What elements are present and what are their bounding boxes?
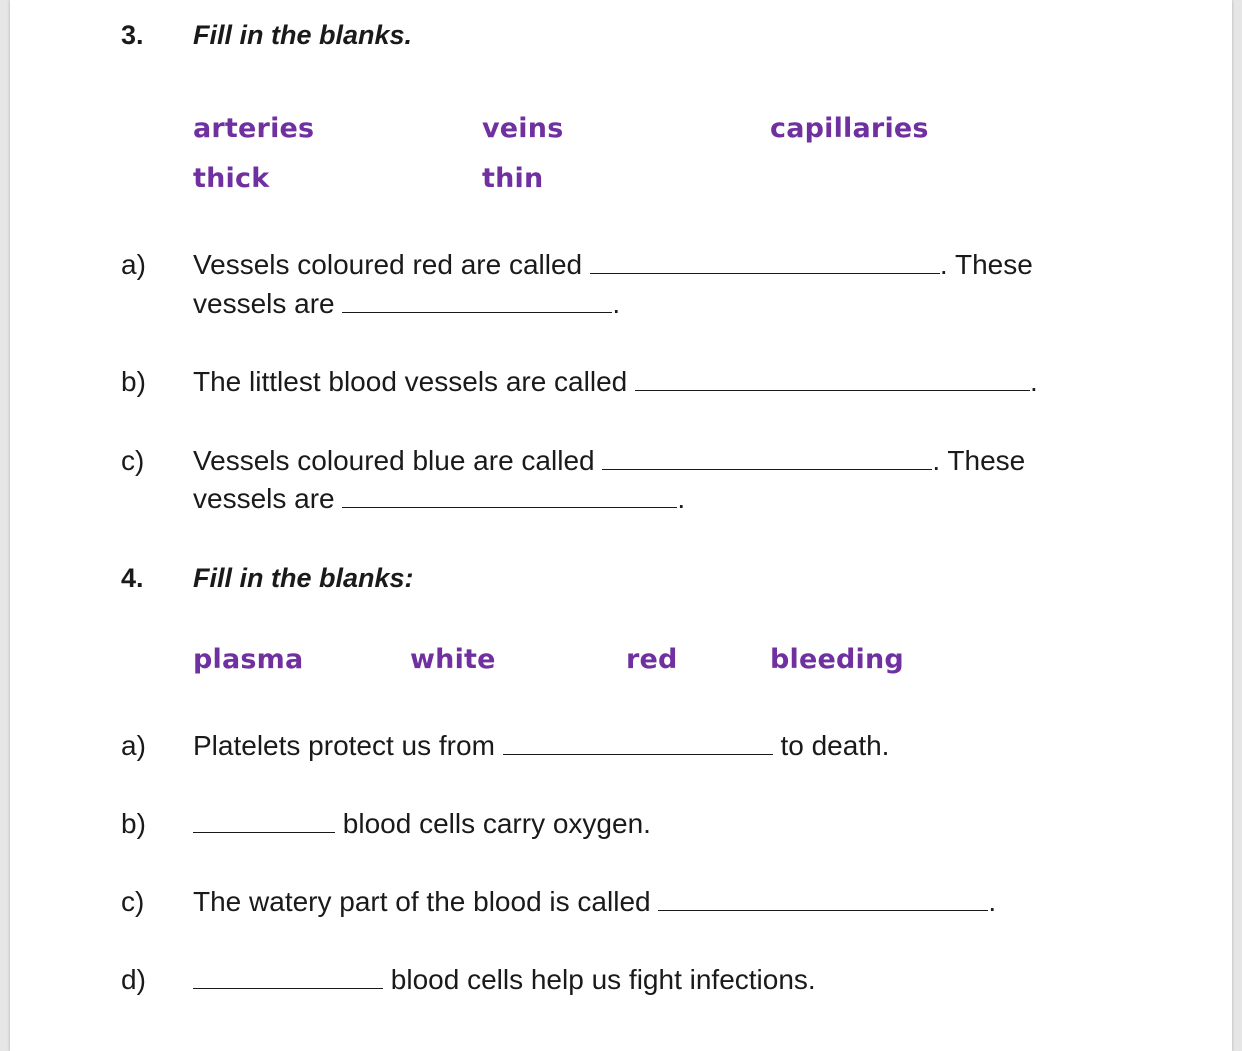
q4-item-d-after: blood cells help us fight infections. [390, 964, 816, 995]
q3-item-a-label: a) [121, 249, 146, 280]
q3-item-c-label: c) [121, 445, 145, 476]
q4-item-c-after: . [988, 886, 997, 917]
q4-item-c-label: c) [121, 886, 145, 917]
q4-item-b-label: b) [121, 808, 146, 839]
q3-item-a-text: Vessels coloured red are called [193, 249, 583, 280]
question-4-title: Fill in the blanks: [193, 563, 414, 593]
word-bank-thin: thin [482, 163, 544, 194]
q3-item-b-after: . [1030, 366, 1038, 397]
word-bank-white: white [410, 644, 496, 675]
q4-item-c-blank[interactable] [658, 888, 988, 911]
q4-item-a-label: a) [121, 730, 146, 761]
word-bank-thick: thick [193, 163, 270, 194]
q3-item-a-blank2[interactable] [342, 290, 612, 313]
q3-item-b-label: b) [121, 366, 146, 397]
q3-item-a-blank1[interactable] [590, 251, 940, 274]
question-3-title: Fill in the blanks. [193, 20, 413, 50]
q3-item-a-after: . These [939, 249, 1033, 280]
q4-item-a-after: to death. [780, 730, 890, 761]
q3-item-a-after2: . [612, 288, 621, 319]
word-bank-arteries: arteries [193, 113, 315, 144]
q4-item-a-before: Platelets protect us from [193, 730, 495, 761]
q3-item-c-line2 [193, 483, 685, 515]
question-4-number: 4. [121, 563, 144, 593]
q3-item-a-line2 [193, 288, 620, 320]
q3-item-b-blank[interactable] [635, 368, 1030, 391]
q3-item-b-line1 [193, 366, 1038, 398]
word-bank-veins: veins [482, 113, 564, 144]
q3-item-c-after: . These [932, 445, 1026, 476]
q4-item-b-blank[interactable] [193, 810, 335, 833]
word-bank-capillaries: capillaries [770, 113, 929, 144]
word-bank-red: red [626, 644, 678, 675]
q3-item-c-blank2[interactable] [342, 485, 677, 508]
q3-item-c-blank1[interactable] [602, 447, 932, 470]
q3-item-c-after2: . [677, 483, 686, 514]
q4-item-a-blank[interactable] [503, 732, 773, 755]
q3-item-b-text: The littlest blood vessels are called [193, 366, 628, 397]
q4-item-c-before: The watery part of the blood is called [193, 886, 651, 917]
q4-item-d-blank[interactable] [193, 966, 383, 989]
question-3-number: 3. [121, 20, 144, 50]
worksheet-page [10, 0, 1232, 1051]
word-bank-bleeding: bleeding [770, 644, 904, 675]
q3-item-a-line1 [193, 249, 1033, 281]
q4-item-d-label: d) [121, 964, 146, 995]
q4-item-c-line [193, 886, 996, 918]
q4-item-b-after: blood cells carry oxygen. [342, 808, 651, 839]
q3-item-c-text2: vessels are [193, 483, 335, 514]
q4-item-b-line [193, 808, 651, 840]
q3-item-c-line1 [193, 445, 1025, 477]
q3-item-a-text2: vessels are [193, 288, 335, 319]
q4-item-a-line [193, 730, 889, 762]
q4-item-d-line [193, 964, 816, 996]
word-bank-plasma: plasma [193, 644, 304, 675]
q3-item-c-text: Vessels coloured blue are called [193, 445, 595, 476]
